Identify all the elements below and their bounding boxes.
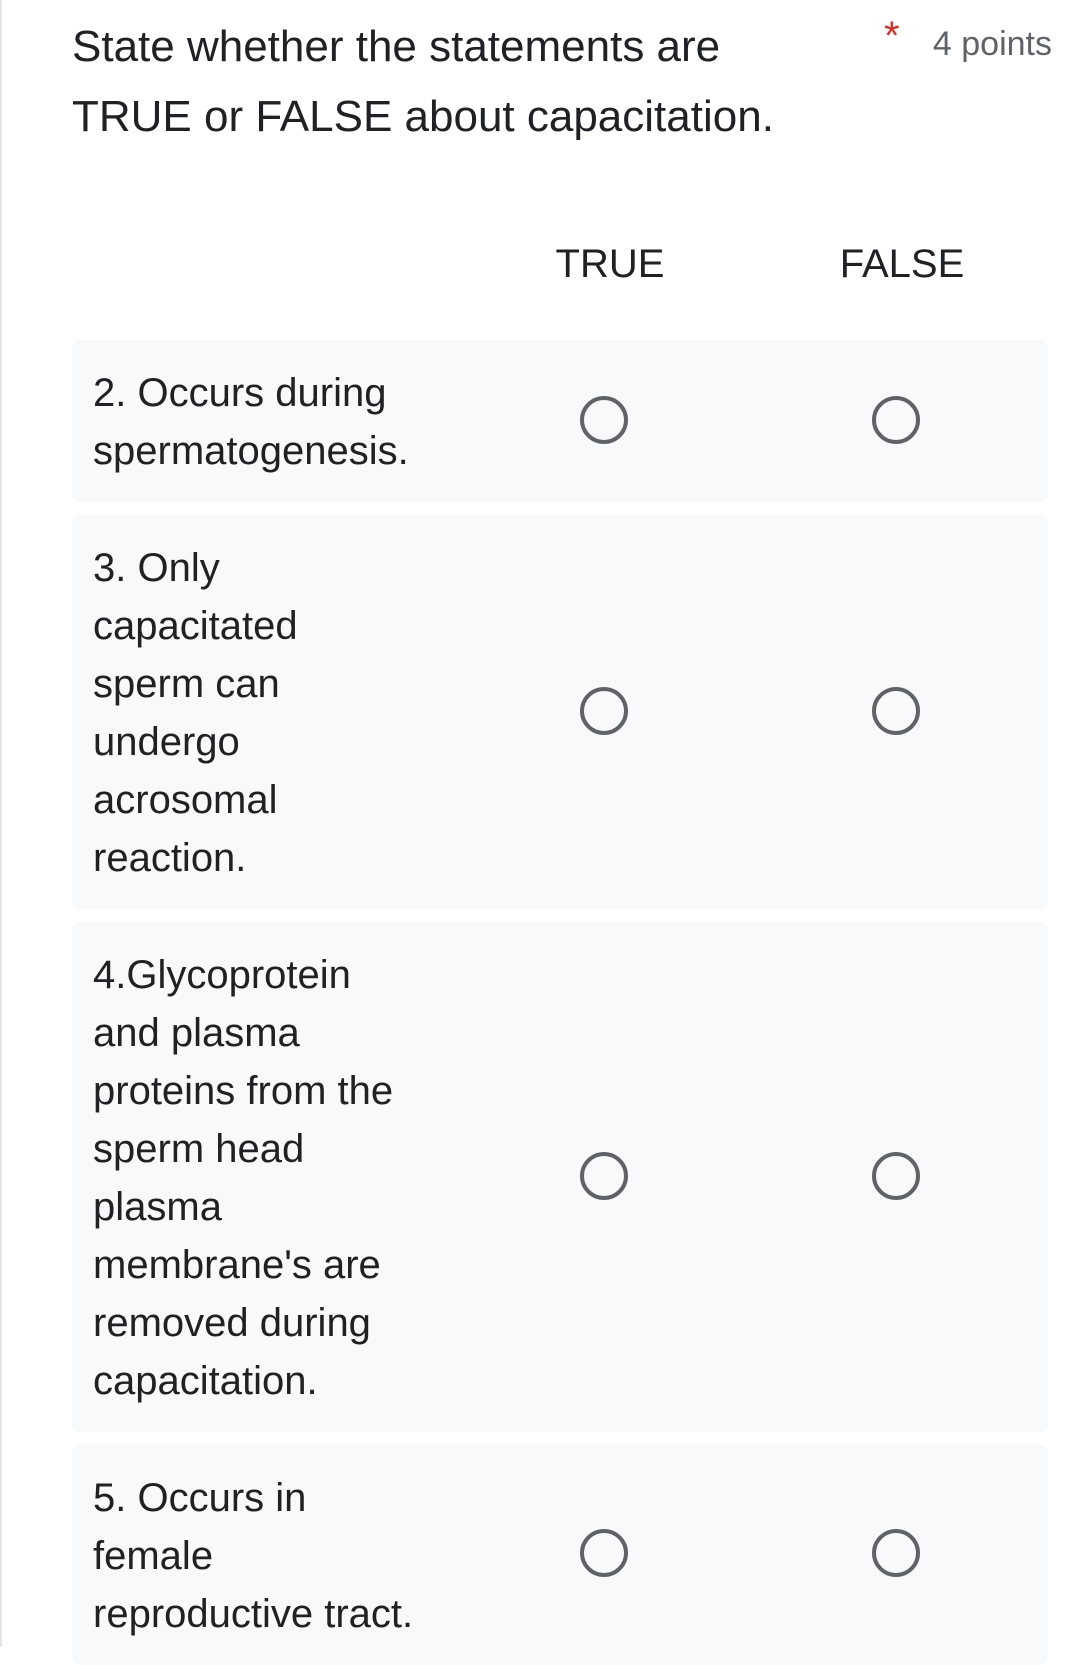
page-left-border [0,0,2,1647]
question-title: State whether the statements are TRUE or FALSE about capacitation. [72,22,774,141]
row-label: 2. Occurs during spermatogenesis. [93,371,409,473]
radio-false-row-2[interactable] [872,396,920,444]
radio-true-row-3[interactable] [580,687,628,735]
grid-row-3 [72,515,1048,909]
radio-true-row-2[interactable] [580,396,628,444]
grid-row-4 [72,922,1048,1432]
question-header [72,12,1052,152]
radio-false-row-4[interactable] [872,1152,920,1200]
column-header-false: FALSE [839,242,965,286]
row-label: 3. Only capacitated sperm can undergo acrosomal reaction. [93,546,298,880]
row-label: 4.Glycoprotein and plasma proteins from the sperm head plasma membrane's are removed during capacitation. [93,953,394,1403]
radio-false-row-3[interactable] [872,687,920,735]
column-header-true: TRUE [555,242,665,286]
grid-row-2 [72,340,1048,502]
required-asterisk: * [884,14,900,58]
row-label: 5. Occurs in female reproductive tract. [93,1476,414,1636]
points-label: 4 points [932,25,1052,63]
radio-true-row-4[interactable] [580,1152,628,1200]
radio-false-row-5[interactable] [872,1529,920,1577]
radio-true-row-5[interactable] [580,1529,628,1577]
grid-row-5 [72,1445,1048,1665]
